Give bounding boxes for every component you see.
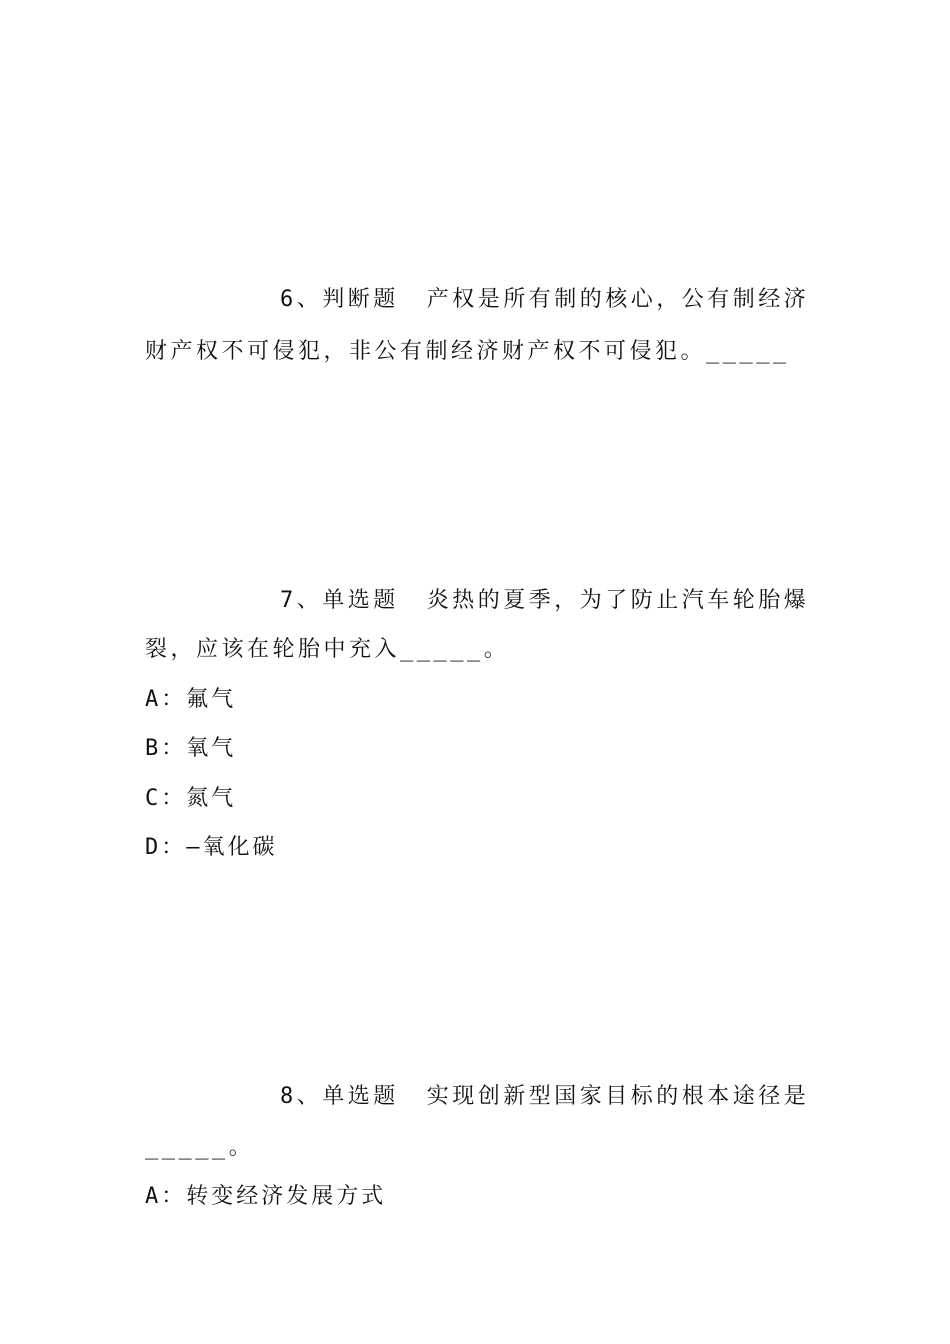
question-6-line-1 (280, 285, 809, 315)
question-7-type: 单选题 (322, 588, 399, 613)
question-6-text-1: 产权是所有制的核心，公有制经济 (426, 287, 810, 312)
question-7-line-1 (280, 586, 809, 616)
question-7-option-a: A：氟气 (145, 687, 237, 712)
question-6-number: 6、 (280, 287, 323, 312)
question-7-text-1: 炎热的夏季，为了防止汽车轮胎爆 (426, 588, 810, 613)
question-8-line-1 (280, 1082, 809, 1112)
question-7-option-c: C：氮气 (145, 786, 237, 811)
question-7-line-2: 裂，应该在轮胎中充入_____。 (145, 637, 510, 662)
question-8-number: 8、 (280, 1084, 323, 1109)
question-8-option-a: A：转变经济发展方式 (145, 1184, 387, 1209)
question-8-type: 单选题 (322, 1084, 399, 1109)
question-8-line-2: _____。 (145, 1135, 255, 1160)
question-7-number: 7、 (280, 588, 323, 613)
question-6-line-2: 财产权不可侵犯，非公有制经济财产权不可侵犯。_____ (145, 339, 790, 364)
question-7-option-d: D：—氧化碳 (145, 835, 278, 860)
question-8-text-1: 实现创新型国家目标的根本途径是 (426, 1084, 810, 1109)
question-6-type: 判断题 (322, 287, 399, 312)
question-7-option-b: B：氧气 (145, 736, 237, 761)
